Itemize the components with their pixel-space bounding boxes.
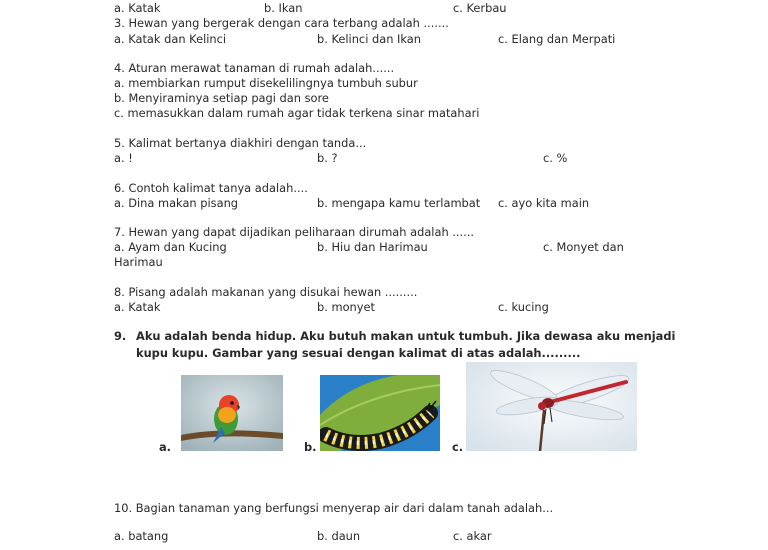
- q9-option-a-label: a.: [159, 440, 172, 454]
- q4-question: 4. Aturan merawat tanaman di rumah adalah......: [114, 61, 395, 75]
- q4-option-b: b. Menyiraminya setiap pagi dan sore: [114, 91, 329, 105]
- caterpillar-image: [320, 375, 440, 451]
- q10-option-c: c. akar: [453, 529, 492, 543]
- q7-option-b: b. Hiu dan Harimau: [317, 240, 428, 254]
- q10-option-b: b. daun: [317, 529, 361, 543]
- q4-option-c: c. memasukkan dalam rumah agar tidak terkena sinar matahari: [114, 106, 480, 120]
- q9-question-line2: kupu kupu. Gambar yang sesuai dengan kalimat di atas adalah.........: [136, 346, 581, 360]
- q7-option-c: c. Monyet dan: [543, 240, 624, 254]
- q6-option-b: b. mengapa kamu terlambat: [317, 196, 481, 210]
- q4-option-a: a. membiarkan rumput disekelilingnya tumbuh subur: [114, 76, 418, 90]
- q2-option-b: b. Ikan: [264, 1, 303, 15]
- q9-number: 9.: [114, 329, 127, 343]
- q8-option-c: c. kucing: [498, 300, 549, 314]
- q9-question-line1: Aku adalah benda hidup. Aku butuh makan untuk tumbuh. Jika dewasa aku menjadi: [136, 329, 676, 343]
- q8-option-a: a. Katak: [114, 300, 161, 314]
- q7-option-c-continued: Harimau: [114, 255, 163, 269]
- q10-option-a: a. batang: [114, 529, 169, 543]
- q9-option-b-label: b.: [304, 440, 317, 454]
- q7-question: 7. Hewan yang dapat dijadikan peliharaan dirumah adalah ......: [114, 225, 475, 239]
- q5-option-b: b. ?: [317, 151, 338, 165]
- q9-option-c-label: c.: [452, 440, 464, 454]
- q10-question: 10. Bagian tanaman yang berfungsi menyerap air dari dalam tanah adalah...: [114, 501, 554, 515]
- q3-option-b: b. Kelinci dan Ikan: [317, 32, 421, 46]
- q5-question: 5. Kalimat bertanya diakhiri dengan tanda...: [114, 136, 367, 150]
- dragonfly-image: [466, 362, 637, 451]
- q6-option-c: c. ayo kita main: [498, 196, 590, 210]
- q3-option-c: c. Elang dan Merpati: [498, 32, 616, 46]
- q7-option-a: a. Ayam dan Kucing: [114, 240, 227, 254]
- q5-option-a: a. !: [114, 151, 133, 165]
- q5-option-c: c. %: [543, 151, 568, 165]
- q2-option-c: c. Kerbau: [453, 1, 507, 15]
- q8-question: 8. Pisang adalah makanan yang disukai hewan .........: [114, 285, 418, 299]
- q2-option-a: a. Katak: [114, 1, 161, 15]
- q6-question: 6. Contoh kalimat tanya adalah....: [114, 181, 308, 195]
- q6-option-a: a. Dina makan pisang: [114, 196, 239, 210]
- q8-option-b: b. monyet: [317, 300, 375, 314]
- parrot-image: [181, 375, 283, 451]
- q3-option-a: a. Katak dan Kelinci: [114, 32, 227, 46]
- q3-question: 3. Hewan yang bergerak dengan cara terbang adalah .......: [114, 16, 449, 30]
